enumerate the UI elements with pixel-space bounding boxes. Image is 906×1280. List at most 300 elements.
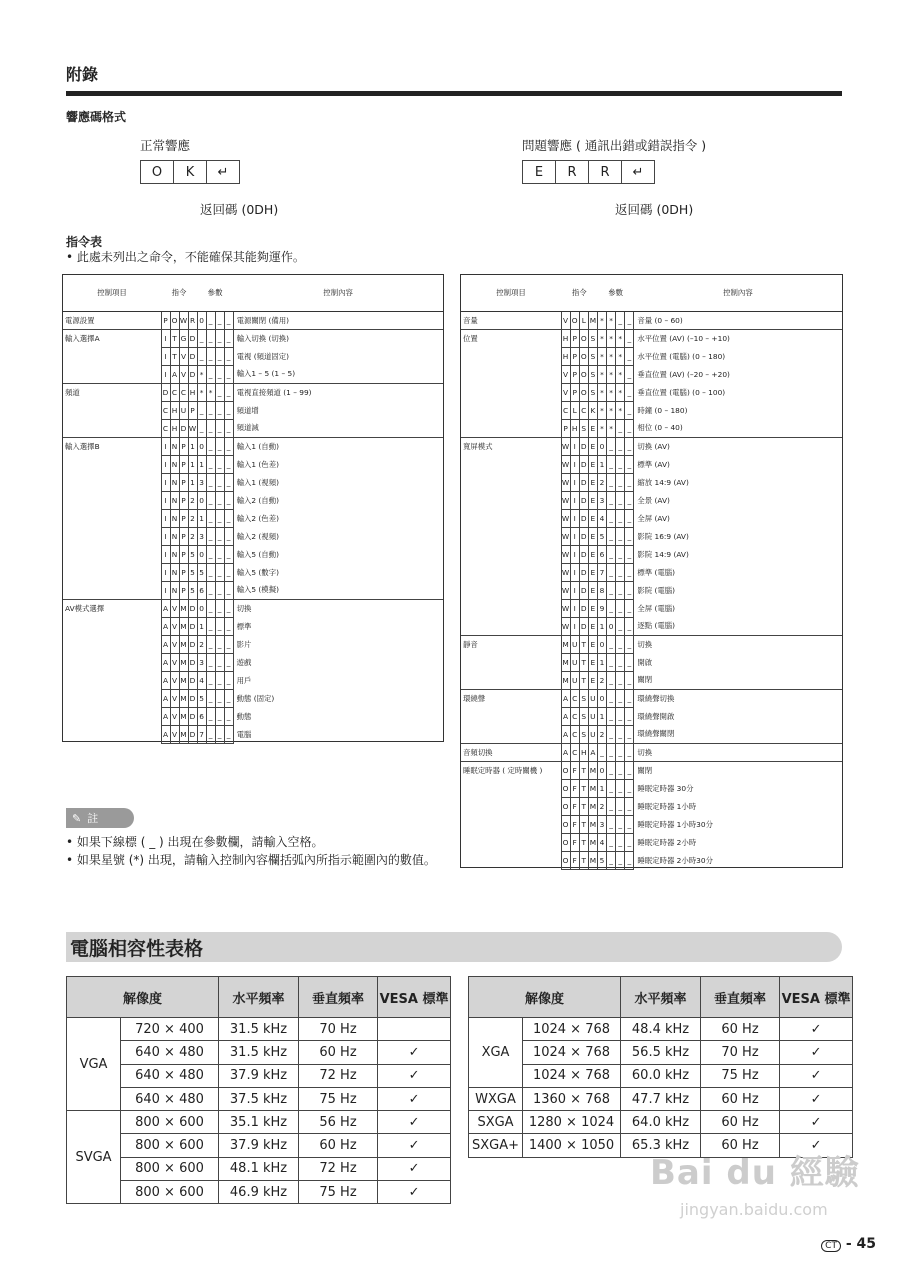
command-char: O bbox=[561, 851, 570, 869]
command-char: _ bbox=[616, 797, 625, 815]
command-char: 1 bbox=[597, 779, 606, 797]
header-h-freq: 水平頻率 bbox=[621, 977, 701, 1018]
command-char: D bbox=[579, 491, 588, 509]
command-char: * bbox=[607, 383, 616, 401]
command-char: _ bbox=[607, 689, 616, 707]
control-content: 垂直位置 (AV) (–20 – +20) bbox=[634, 365, 842, 383]
command-char: 5 bbox=[197, 689, 206, 707]
command-char: _ bbox=[625, 419, 634, 437]
command-char: _ bbox=[215, 545, 224, 563]
control-content: 睡眠定時器 2小時 bbox=[634, 833, 842, 851]
command-char: W bbox=[561, 509, 570, 527]
vesa-check-icon: ✓ bbox=[378, 1181, 451, 1204]
command-char: 6 bbox=[197, 707, 206, 725]
command-row bbox=[461, 851, 842, 869]
command-char: I bbox=[570, 581, 579, 599]
command-char: H bbox=[561, 347, 570, 365]
command-char: T bbox=[579, 671, 588, 689]
header-resolution: 解像度 bbox=[469, 977, 621, 1018]
command-char: _ bbox=[224, 383, 233, 401]
command-char: * bbox=[616, 401, 625, 419]
command-char: _ bbox=[616, 311, 625, 329]
command-char: _ bbox=[206, 437, 215, 455]
control-item: 音頻切換 bbox=[461, 743, 561, 761]
control-content: 睡眠定時器 1小時 bbox=[634, 797, 842, 815]
control-content: 頻道減 bbox=[233, 419, 443, 437]
command-row bbox=[63, 491, 443, 509]
command-char: R bbox=[188, 311, 197, 329]
command-char: * bbox=[616, 365, 625, 383]
command-char: I bbox=[161, 365, 170, 383]
header-vesa: VESA 標準 bbox=[780, 977, 853, 1018]
control-content: 標準 (電腦) bbox=[634, 563, 842, 581]
command-char: P bbox=[570, 383, 579, 401]
command-char: D bbox=[161, 383, 170, 401]
command-char: V bbox=[561, 311, 570, 329]
command-char: C bbox=[161, 401, 170, 419]
command-char: E bbox=[588, 635, 597, 653]
command-char: _ bbox=[616, 419, 625, 437]
control-content: 輸入2 (自動) bbox=[233, 491, 443, 509]
command-char: _ bbox=[215, 527, 224, 545]
command-char: _ bbox=[607, 779, 616, 797]
command-char: D bbox=[188, 347, 197, 365]
command-char: _ bbox=[206, 545, 215, 563]
command-char: V bbox=[170, 617, 179, 635]
header-content: 控制內容 bbox=[634, 275, 842, 311]
command-char: E bbox=[588, 581, 597, 599]
command-char: I bbox=[161, 437, 170, 455]
command-char: M bbox=[561, 635, 570, 653]
command-char: A bbox=[161, 617, 170, 635]
resolution: 720 × 400 bbox=[121, 1018, 219, 1041]
command-char: * bbox=[197, 365, 206, 383]
command-char: O bbox=[579, 347, 588, 365]
command-row bbox=[63, 419, 443, 437]
command-char: E bbox=[588, 563, 597, 581]
command-char: I bbox=[161, 509, 170, 527]
command-char: _ bbox=[206, 653, 215, 671]
control-content: 關閉 bbox=[634, 761, 842, 779]
command-char: E bbox=[588, 437, 597, 455]
watermark-url: jingyan.baidu.com bbox=[680, 1200, 828, 1219]
pc-row bbox=[67, 1041, 451, 1064]
command-char: N bbox=[170, 545, 179, 563]
command-char: _ bbox=[224, 401, 233, 419]
command-row bbox=[461, 491, 842, 509]
note-badge: ✎ 註 bbox=[66, 808, 134, 828]
mode-name: VGA bbox=[67, 1018, 121, 1111]
command-char: A bbox=[161, 707, 170, 725]
control-item: 音量 bbox=[461, 311, 561, 329]
command-char: I bbox=[161, 491, 170, 509]
char-box: R bbox=[555, 160, 589, 184]
command-char: _ bbox=[616, 437, 625, 455]
control-content: 標準 (AV) bbox=[634, 455, 842, 473]
pc-row bbox=[469, 1064, 853, 1087]
command-char: _ bbox=[625, 599, 634, 617]
command-char: C bbox=[570, 689, 579, 707]
command-char: A bbox=[170, 365, 179, 383]
resolution: 1400 × 1050 bbox=[523, 1134, 621, 1157]
command-char: _ bbox=[607, 437, 616, 455]
command-char: _ bbox=[215, 383, 224, 401]
command-char: H bbox=[188, 383, 197, 401]
control-content: 輸入1 (自動) bbox=[233, 437, 443, 455]
command-row bbox=[63, 383, 443, 401]
command-char: * bbox=[607, 329, 616, 347]
control-item bbox=[461, 563, 561, 581]
vesa-check-icon: ✓ bbox=[378, 1134, 451, 1157]
resolution: 800 × 600 bbox=[121, 1134, 219, 1157]
command-char: _ bbox=[206, 707, 215, 725]
command-char: A bbox=[161, 635, 170, 653]
command-char: V bbox=[170, 689, 179, 707]
command-char: _ bbox=[625, 617, 634, 635]
command-char: * bbox=[597, 383, 606, 401]
command-char: _ bbox=[616, 617, 625, 635]
control-content: 影片 bbox=[233, 635, 443, 653]
pc-row bbox=[67, 1157, 451, 1180]
command-char: C bbox=[161, 419, 170, 437]
command-row bbox=[461, 761, 842, 779]
control-item bbox=[63, 419, 161, 437]
control-item bbox=[63, 347, 161, 365]
command-char: T bbox=[170, 347, 179, 365]
command-char: 1 bbox=[188, 437, 197, 455]
control-item bbox=[63, 491, 161, 509]
control-item bbox=[461, 419, 561, 437]
control-item bbox=[63, 545, 161, 563]
control-item bbox=[63, 707, 161, 725]
command-char: H bbox=[570, 419, 579, 437]
command-row bbox=[461, 509, 842, 527]
command-char: M bbox=[179, 635, 188, 653]
command-char: G bbox=[179, 329, 188, 347]
command-char: C bbox=[570, 725, 579, 743]
command-char: A bbox=[561, 707, 570, 725]
command-char: _ bbox=[197, 419, 206, 437]
control-content: 全景 (AV) bbox=[634, 491, 842, 509]
command-row bbox=[461, 563, 842, 581]
pc-compat-title: 電腦相容性表格 bbox=[66, 932, 842, 962]
command-char: 2 bbox=[597, 473, 606, 491]
command-char: _ bbox=[206, 689, 215, 707]
header-v-freq: 垂直頻率 bbox=[701, 977, 780, 1018]
command-char: T bbox=[579, 851, 588, 869]
command-char: O bbox=[561, 761, 570, 779]
command-char: _ bbox=[625, 653, 634, 671]
command-char: _ bbox=[224, 581, 233, 599]
control-content: 縮放 14:9 (AV) bbox=[634, 473, 842, 491]
control-item bbox=[461, 581, 561, 599]
command-char: V bbox=[179, 365, 188, 383]
command-row bbox=[63, 689, 443, 707]
command-char: D bbox=[579, 437, 588, 455]
command-char: _ bbox=[224, 707, 233, 725]
command-char: P bbox=[161, 311, 170, 329]
command-row bbox=[63, 455, 443, 473]
command-char: _ bbox=[625, 455, 634, 473]
control-item: 輸入選擇A bbox=[63, 329, 161, 347]
command-char: _ bbox=[224, 491, 233, 509]
control-item bbox=[63, 455, 161, 473]
command-char: _ bbox=[616, 635, 625, 653]
control-item: 寬屏模式 bbox=[461, 437, 561, 455]
command-char: D bbox=[188, 689, 197, 707]
command-char: _ bbox=[224, 635, 233, 653]
control-item: 頻道 bbox=[63, 383, 161, 401]
command-char: _ bbox=[616, 743, 625, 761]
v-frequency: 72 Hz bbox=[299, 1064, 378, 1087]
command-row bbox=[63, 617, 443, 635]
pc-table-left bbox=[66, 976, 451, 1204]
command-char: 0 bbox=[597, 689, 606, 707]
header-command: 指令 bbox=[561, 275, 597, 311]
command-char: I bbox=[570, 473, 579, 491]
v-frequency: 60 Hz bbox=[701, 1111, 780, 1134]
command-char: 2 bbox=[597, 671, 606, 689]
command-char: _ bbox=[616, 689, 625, 707]
command-char: A bbox=[561, 743, 570, 761]
v-frequency: 70 Hz bbox=[701, 1041, 780, 1064]
command-char: D bbox=[579, 545, 588, 563]
command-char: 1 bbox=[597, 455, 606, 473]
command-char: M bbox=[588, 851, 597, 869]
command-row bbox=[461, 635, 842, 653]
command-char: V bbox=[179, 347, 188, 365]
h-frequency: 31.5 kHz bbox=[219, 1041, 299, 1064]
command-char: O bbox=[561, 797, 570, 815]
control-content: 關閉 bbox=[634, 671, 842, 689]
command-char: _ bbox=[206, 725, 215, 743]
command-char: I bbox=[570, 509, 579, 527]
control-item bbox=[461, 725, 561, 743]
control-item bbox=[63, 671, 161, 689]
command-char: K bbox=[588, 401, 597, 419]
control-content: 逐點 (電腦) bbox=[634, 617, 842, 635]
command-char: T bbox=[579, 779, 588, 797]
command-char: _ bbox=[224, 617, 233, 635]
control-content: 切換 bbox=[233, 599, 443, 617]
command-char: D bbox=[579, 617, 588, 635]
command-char: L bbox=[570, 401, 579, 419]
command-row bbox=[63, 725, 443, 743]
command-char: _ bbox=[206, 329, 215, 347]
command-char: O bbox=[561, 815, 570, 833]
command-char: I bbox=[161, 545, 170, 563]
command-char: _ bbox=[625, 689, 634, 707]
normal-response-boxes bbox=[140, 160, 240, 184]
command-char: N bbox=[170, 563, 179, 581]
control-content: 用戶 bbox=[233, 671, 443, 689]
header-vesa: VESA 標準 bbox=[378, 977, 451, 1018]
command-char: _ bbox=[215, 689, 224, 707]
command-char: A bbox=[161, 653, 170, 671]
command-row bbox=[461, 419, 842, 437]
command-char: _ bbox=[616, 545, 625, 563]
command-char: C bbox=[570, 743, 579, 761]
command-char: M bbox=[561, 653, 570, 671]
command-char: _ bbox=[215, 671, 224, 689]
command-char: _ bbox=[197, 401, 206, 419]
command-char: U bbox=[179, 401, 188, 419]
command-char: 1 bbox=[188, 473, 197, 491]
command-char: 0 bbox=[597, 437, 606, 455]
command-char: M bbox=[561, 671, 570, 689]
command-char: _ bbox=[616, 581, 625, 599]
command-char: D bbox=[188, 617, 197, 635]
command-char: D bbox=[188, 725, 197, 743]
command-char: U bbox=[570, 671, 579, 689]
command-char: _ bbox=[224, 545, 233, 563]
command-char: W bbox=[179, 311, 188, 329]
command-char: T bbox=[170, 329, 179, 347]
command-char: _ bbox=[224, 347, 233, 365]
command-char: _ bbox=[206, 599, 215, 617]
command-char: 5 bbox=[597, 851, 606, 869]
command-row bbox=[461, 311, 842, 329]
command-char: O bbox=[570, 311, 579, 329]
command-char: V bbox=[170, 599, 179, 617]
command-char: _ bbox=[206, 527, 215, 545]
command-char: N bbox=[170, 509, 179, 527]
command-row bbox=[63, 509, 443, 527]
region-badge: CT bbox=[821, 1240, 841, 1252]
command-char: _ bbox=[607, 473, 616, 491]
command-char: _ bbox=[206, 455, 215, 473]
command-row bbox=[63, 635, 443, 653]
command-char: S bbox=[588, 347, 597, 365]
h-frequency: 46.9 kHz bbox=[219, 1181, 299, 1204]
command-char: _ bbox=[607, 635, 616, 653]
control-item bbox=[63, 473, 161, 491]
command-char: A bbox=[588, 743, 597, 761]
command-char: _ bbox=[215, 563, 224, 581]
command-char: _ bbox=[625, 851, 634, 869]
command-char: D bbox=[579, 473, 588, 491]
command-char: D bbox=[579, 563, 588, 581]
command-row bbox=[63, 347, 443, 365]
command-char: * bbox=[206, 383, 215, 401]
page-number bbox=[821, 1236, 876, 1252]
command-char: E bbox=[588, 599, 597, 617]
enter-icon: ↵ bbox=[621, 160, 655, 184]
command-char: P bbox=[179, 545, 188, 563]
command-char: _ bbox=[625, 329, 634, 347]
command-char: 2 bbox=[197, 635, 206, 653]
control-item bbox=[461, 509, 561, 527]
vesa-check-icon: ✓ bbox=[378, 1157, 451, 1180]
pc-row bbox=[469, 1111, 853, 1134]
command-char: * bbox=[597, 311, 606, 329]
command-char: O bbox=[579, 365, 588, 383]
command-row bbox=[63, 365, 443, 383]
command-char: C bbox=[579, 401, 588, 419]
control-content: 環繞聲開啟 bbox=[634, 707, 842, 725]
h-frequency: 47.7 kHz bbox=[621, 1087, 701, 1110]
command-char: _ bbox=[625, 473, 634, 491]
command-char: O bbox=[579, 383, 588, 401]
command-char: U bbox=[570, 653, 579, 671]
command-char: _ bbox=[616, 851, 625, 869]
command-char: * bbox=[597, 329, 606, 347]
command-char: N bbox=[170, 581, 179, 599]
command-char: _ bbox=[206, 347, 215, 365]
command-char: _ bbox=[224, 689, 233, 707]
command-char: N bbox=[170, 491, 179, 509]
command-char: _ bbox=[224, 437, 233, 455]
command-char: _ bbox=[625, 401, 634, 419]
command-char: W bbox=[561, 581, 570, 599]
command-char: 0 bbox=[597, 761, 606, 779]
command-row bbox=[461, 455, 842, 473]
command-char: _ bbox=[224, 329, 233, 347]
command-char: _ bbox=[607, 527, 616, 545]
command-char: N bbox=[170, 473, 179, 491]
char-box: K bbox=[173, 160, 207, 184]
control-item bbox=[461, 671, 561, 689]
command-char: _ bbox=[215, 365, 224, 383]
command-char: _ bbox=[625, 563, 634, 581]
command-char: 3 bbox=[597, 491, 606, 509]
pc-row bbox=[67, 1111, 451, 1134]
v-frequency: 72 Hz bbox=[299, 1157, 378, 1180]
command-char: _ bbox=[616, 527, 625, 545]
command-char: I bbox=[161, 473, 170, 491]
command-row bbox=[461, 833, 842, 851]
command-char: _ bbox=[224, 419, 233, 437]
command-char: O bbox=[561, 833, 570, 851]
command-row bbox=[63, 563, 443, 581]
command-char: _ bbox=[206, 311, 215, 329]
control-content: 電視直接頻道 (1 – 99) bbox=[233, 383, 443, 401]
command-row bbox=[461, 815, 842, 833]
command-char: N bbox=[170, 455, 179, 473]
command-char: O bbox=[170, 311, 179, 329]
command-char: 1 bbox=[197, 455, 206, 473]
control-content: 電源關閉 (備用) bbox=[233, 311, 443, 329]
command-char: I bbox=[570, 437, 579, 455]
command-char: _ bbox=[625, 671, 634, 689]
command-table-left bbox=[62, 274, 444, 742]
command-char: I bbox=[161, 347, 170, 365]
command-char: _ bbox=[607, 509, 616, 527]
mode-name: XGA bbox=[469, 1018, 523, 1088]
command-row bbox=[461, 689, 842, 707]
header-item: 控制項目 bbox=[63, 275, 161, 311]
control-item bbox=[63, 725, 161, 743]
v-frequency: 75 Hz bbox=[299, 1087, 378, 1110]
command-char: D bbox=[188, 635, 197, 653]
command-row bbox=[461, 743, 842, 761]
control-content: 輸入5 (模擬) bbox=[233, 581, 443, 599]
command-row bbox=[461, 581, 842, 599]
command-char: 7 bbox=[197, 725, 206, 743]
control-content: 標準 bbox=[233, 617, 443, 635]
v-frequency: 60 Hz bbox=[701, 1087, 780, 1110]
command-char: P bbox=[179, 581, 188, 599]
command-char: D bbox=[188, 599, 197, 617]
command-char: _ bbox=[224, 671, 233, 689]
command-char: _ bbox=[625, 743, 634, 761]
command-row bbox=[461, 401, 842, 419]
command-char: _ bbox=[607, 725, 616, 743]
v-frequency: 75 Hz bbox=[299, 1181, 378, 1204]
control-content: 電視 (頻道固定) bbox=[233, 347, 443, 365]
resolution: 1360 × 768 bbox=[523, 1087, 621, 1110]
control-item bbox=[63, 563, 161, 581]
